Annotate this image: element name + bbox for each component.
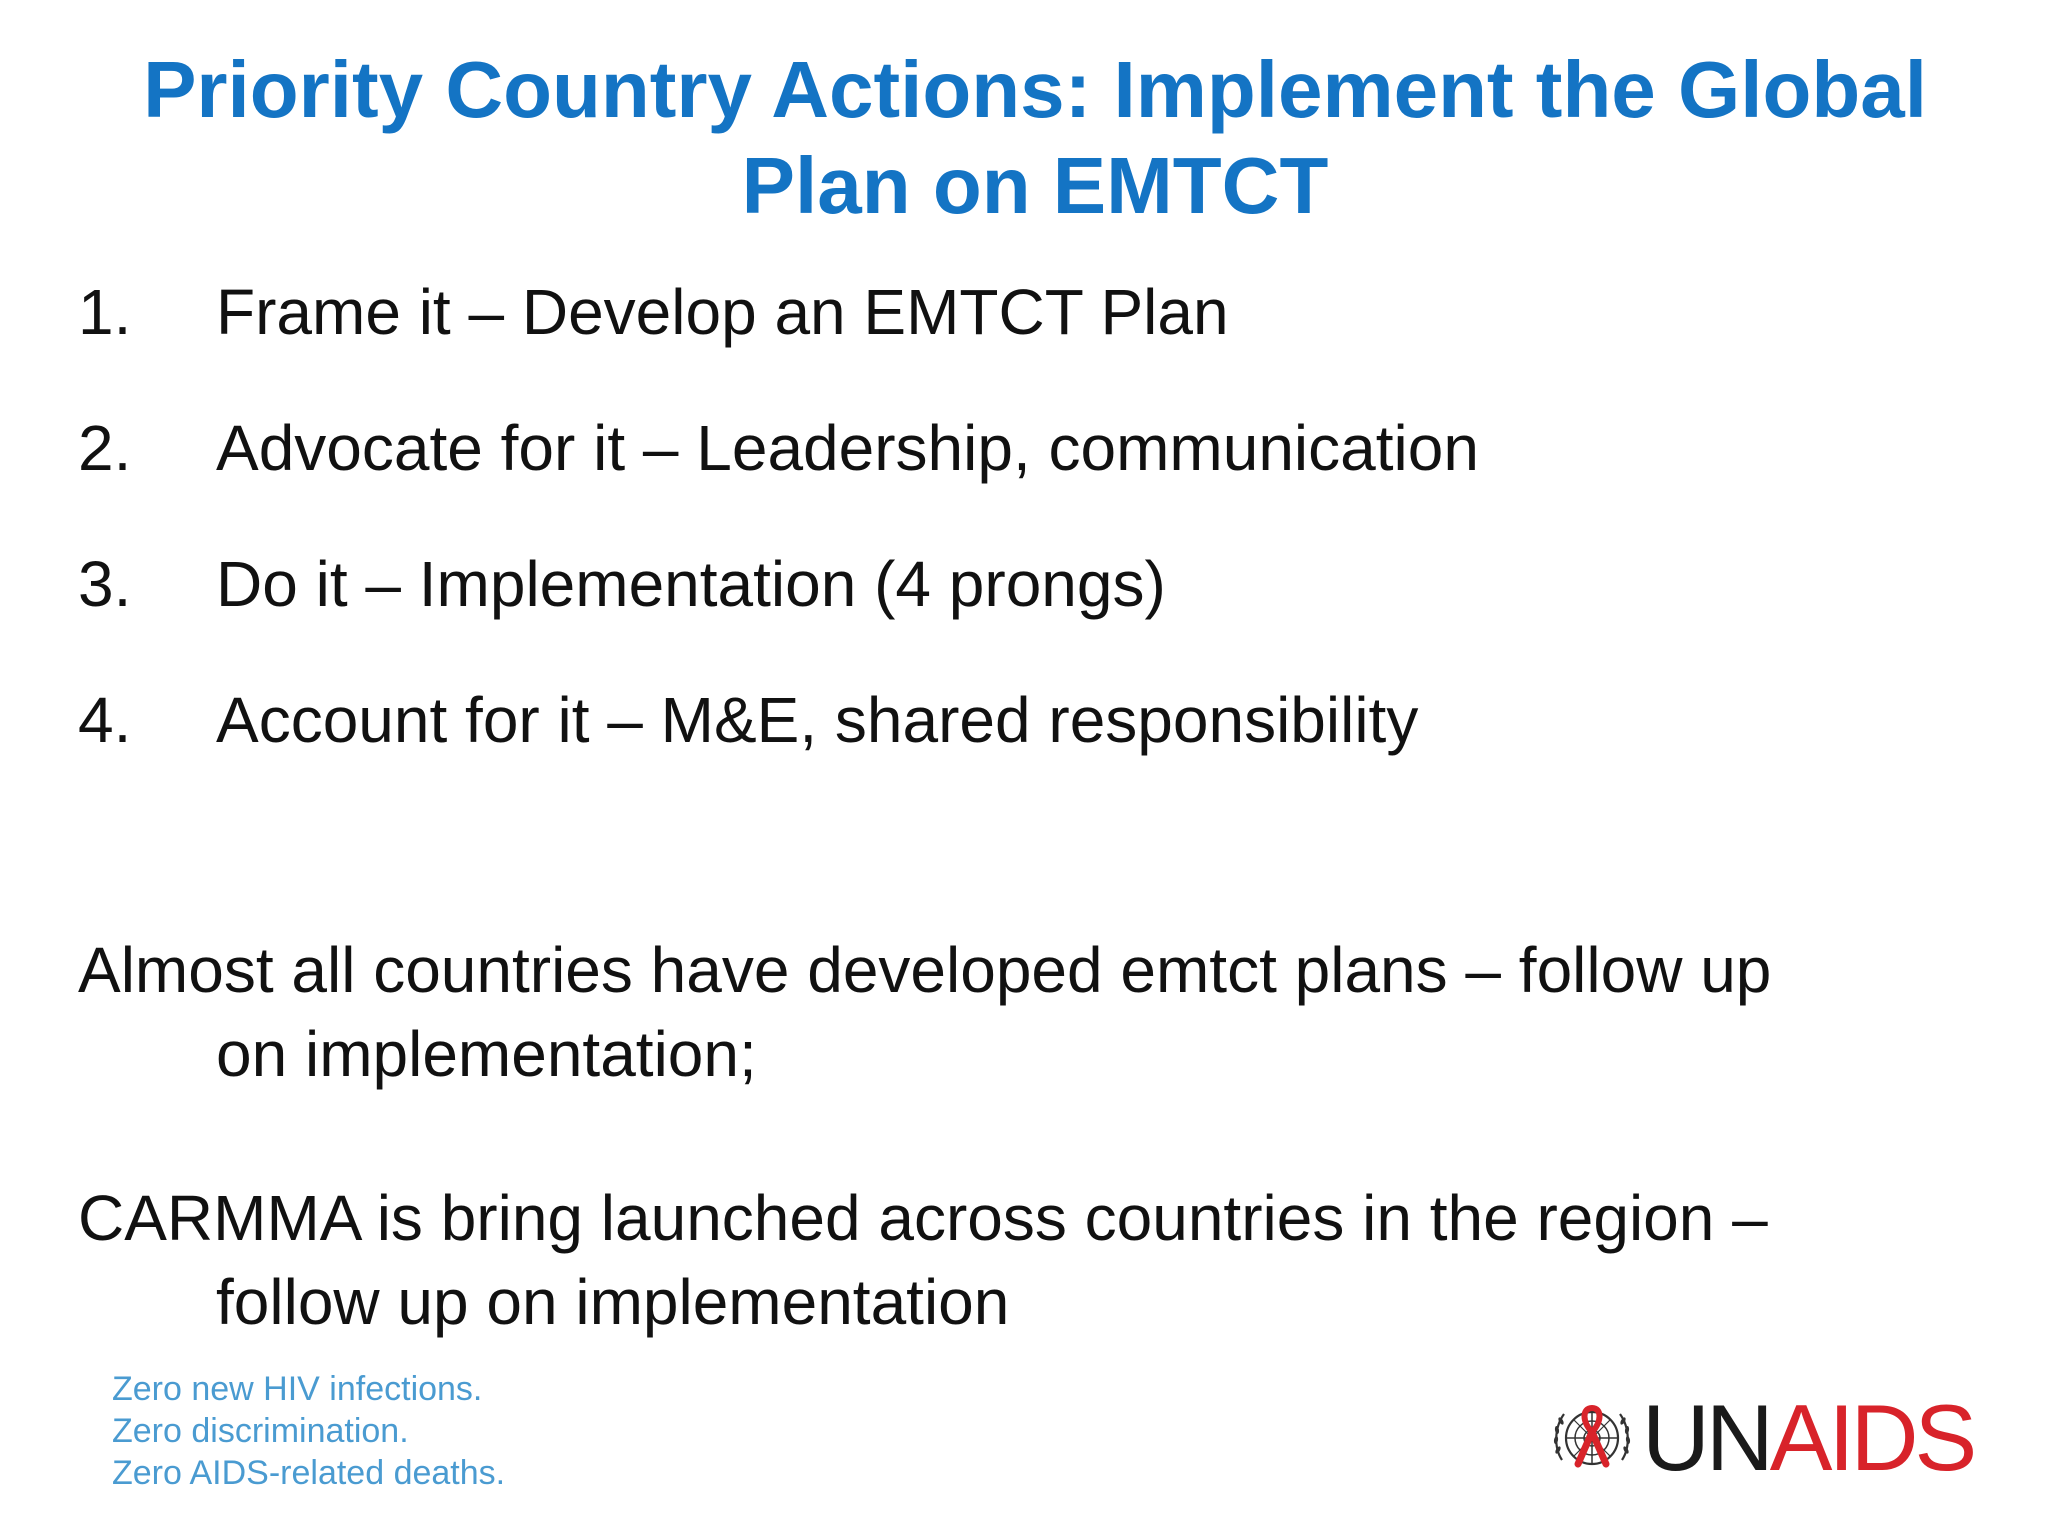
priority-actions-list xyxy=(78,266,1878,810)
list-item-text: Account for it – M&E, shared responsibility xyxy=(216,684,1419,756)
note-line-1: CARMMA is bring launched across countries in the region – xyxy=(78,1182,1768,1254)
footer-tagline xyxy=(112,1368,505,1494)
note-line-2: on implementation; xyxy=(216,1018,757,1090)
list-item-text: Frame it – Develop an EMTCT Plan xyxy=(216,276,1229,348)
list-item xyxy=(78,402,1878,538)
tagline-line: Zero new HIV infections. xyxy=(112,1370,483,1408)
list-item xyxy=(78,674,1878,810)
list-item-number: 3. xyxy=(78,548,132,620)
un-emblem-red-ribbon-icon xyxy=(1548,1398,1636,1478)
unaids-wordmark xyxy=(1642,1385,1974,1490)
list-item-text: Advocate for it – Leadership, communication xyxy=(216,412,1479,484)
tagline-line: Zero discrimination. xyxy=(112,1412,409,1450)
slide-title xyxy=(80,42,1990,234)
list-item-number: 2. xyxy=(78,412,132,484)
tagline-line: Zero AIDS-related deaths. xyxy=(112,1454,506,1492)
logo-prefix: UN xyxy=(1642,1385,1770,1490)
note-carmma xyxy=(78,1176,1938,1344)
list-item xyxy=(78,266,1878,402)
list-item-text: Do it – Implementation (4 prongs) xyxy=(216,548,1166,620)
note-line-1: Almost all countries have developed emtct plans – follow up xyxy=(78,934,1772,1006)
list-item xyxy=(78,538,1878,674)
logo-suffix: AIDS xyxy=(1769,1385,1974,1490)
note-line-2: follow up on implementation xyxy=(216,1266,1010,1338)
unaids-logo xyxy=(1548,1385,1974,1490)
list-item-number: 1. xyxy=(78,276,132,348)
note-emtct-plans xyxy=(78,928,1938,1096)
slide-title-line-1: Priority Country Actions: Implement the Global xyxy=(143,45,1927,134)
list-item-number: 4. xyxy=(78,684,132,756)
slide-title-line-2: Plan on EMTCT xyxy=(741,141,1329,230)
